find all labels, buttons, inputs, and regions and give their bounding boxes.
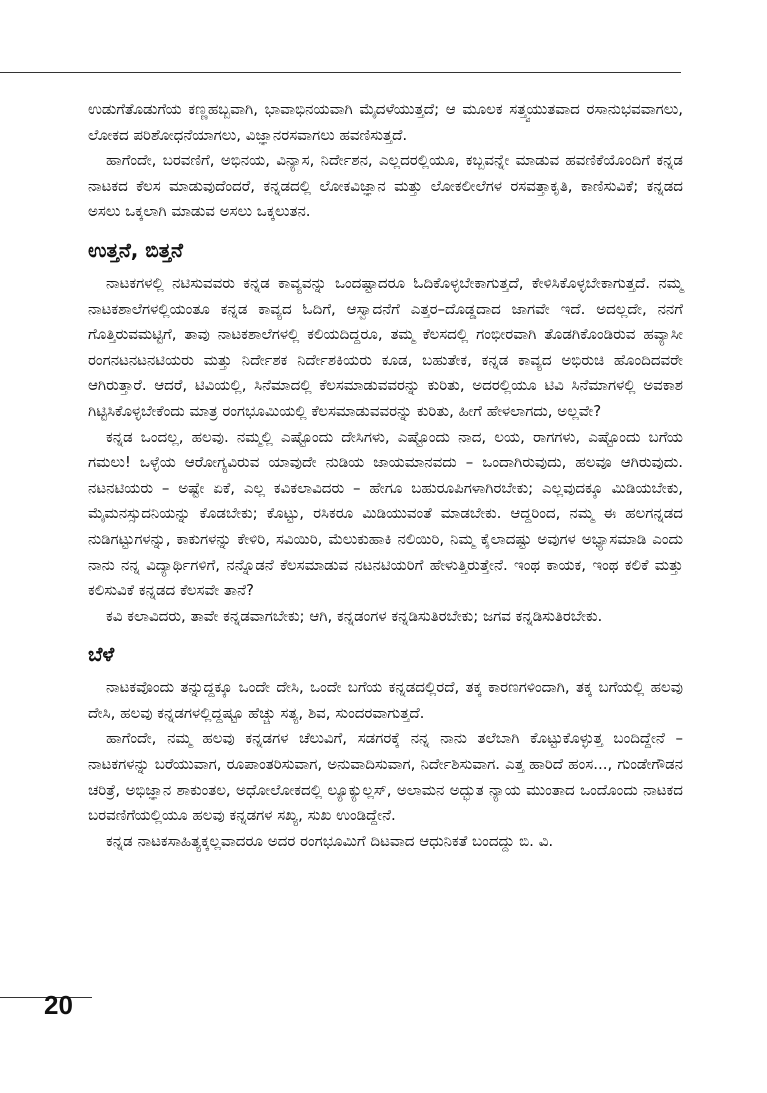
section-heading: ಬೆಳೆ xyxy=(88,642,115,667)
header-rule xyxy=(0,72,681,73)
paragraph: ಕವಿ ಕಲಾವಿದರು, ತಾವೇ ಕನ್ನಡವಾಗಬೇಕು; ಆಗಿ, ಕನ್ನಡಂಗಳ ಕನ್ನಡಿಸುತಿರಬೇಕು; ಜಗವ ಕನ್ನಡಿಸುತಿರಬೇಕು. xyxy=(106,606,603,625)
page-body xyxy=(88,97,683,854)
paragraph: ನಾಟಕಗಳಲ್ಲಿ ನಟಿಸುವವರು ಕನ್ನಡ ಕಾವ್ಯವನ್ನು ಒಂದಷ್ಟಾದರೂ ಓದಿಕೊಳ್ಳಬೇಕಾಗುತ್ತದೆ, ಕೇಳಿಸಿಕೊಳ್ಳಬೇಕಾಗುತ್ತದೆ. ನಮ್ಮ ನಾಟಕಶಾಲೆಗಳಲ್ಲಿಯಂತೂ ಕನ್ನಡ ಕಾವ್ಯದ ಓದಿಗೆ, ಆಸ್ವಾದನೆಗೆ ಎತ್ತರ–ದೊಡ್ಡದಾದ ಜಾಗವೇ ಇದೆ. ಅದಲ್ಲದೇ, ನನಗೆ ಗೊತ್ತಿರುವಮಟ್ಟಿಗೆ, ತಾವು ನಾಟಕಶಾಲೆಗಳಲ್ಲಿ ಕಲಿಯದಿದ್ದರೂ, ತಮ್ಮ ಕೆಲಸದಲ್ಲಿ ಗಂಭೀರವಾಗಿ ತೊಡಗಿಕೊಂಡಿರುವ ಹವ್ಯಾಸೀ ರಂಗನಟನಟನಟಿಯರು ಮತ್ತು ನಿರ್ದೇಶಕ ನಿರ್ದೇಶಕಿಯರು ಕೂಡ, ಬಹುತೇಕ, ಕನ್ನಡ ಕಾವ್ಯದ ಅಭಿರುಚಿ ಹೊಂದಿದವರೇ ಆಗಿರುತ್ತಾರೆ. ಆದರೆ, ಟಿವಿಯಲ್ಲಿ, ಸಿನೆಮಾದಲ್ಲಿ ಕೆಲಸಮಾಡುವವರನ್ನು ಕುರಿತು, ಅದರಲ್ಲಿಯೂ ಟಿವಿ ಸಿನೆಮಾಗಳಲ್ಲಿ ಅವಕಾಶ ಗಿಟ್ಟಿಸಿಕೊಳ್ಳಬೇಕೆಂದು ಮಾತ್ರ ರಂಗಭೂಮಿಯಲ್ಲಿ ಕೆಲಸಮಾಡುವವರನ್ನು ಕುರಿತು, ಹೀಗೆ ಹೇಳಲಾಗದು, ಅಲ್ಲವೇ? xyxy=(88,273,683,420)
paragraph: ಹಾಗೆಂದೇ, ಬರವಣಿಗೆ, ಅಭಿನಯ, ವಿನ್ಯಾಸ, ನಿರ್ದೇಶನ, ಎಲ್ಲದರಲ್ಲಿಯೂ, ಕಬ್ಬವನ್ನೇ ಮಾಡುವ ಹವಣಿಕೆಯೊಂದಿಗೆ ಕನ್ನಡ ನಾಟಕದ ಕೆಲಸ ಮಾಡುವುದೆಂದರೆ, ಕನ್ನಡದಲ್ಲಿ ಲೋಕವಿಜ್ಞಾನ ಮತ್ತು ಲೋಕಲೀಲೆಗಳ ರಸವತ್ತಾಕೃತಿ, ಕಾಣಿಸುವಿಕೆ; ಕನ್ನಡದ ಅಸಲು ಒಕ್ಕಲಾಗಿ ಮಾಡುವ ಅಸಲು ಒಕ್ಕಲುತನ. xyxy=(88,151,683,221)
paragraph: ಕನ್ನಡ ಒಂದಲ್ಲ, ಹಲವು. ನಮ್ಮಲ್ಲಿ ಎಷ್ಟೊಂದು ದೇಸಿಗಳು, ಎಷ್ಟೊಂದು ನಾದ, ಲಯ, ರಾಗಗಳು, ಎಷ್ಟೊಂದು ಬಗೆಯ ಗಮಲು! ಒಳ್ಳೆಯ ಆರೋಗ್ಯವಿರುವ ಯಾವುದೇ ನುಡಿಯ ಜಾಯಮಾನವದು – ಒಂದಾಗಿರುವುದು, ಹಲವೂ ಆಗಿರುವುದು. ನಟನಟಿಯರು – ಅಷ್ಟೇ ಏಕೆ, ಎಲ್ಲ ಕವಿಕಲಾವಿದರು – ಹೇಗೂ ಬಹುರೂಪಿಗಳಾಗಿರಬೇಕು; ಎಲ್ಲವುದಕ್ಕೂ ಮಿಡಿಯಬೇಕು, ಮೈಮನಸ್ಸುದನಿಯನ್ನು ಕೊಡಬೇಕು; ಕೊಟ್ಟು, ರಸಿಕರೂ ಮಿಡಿಯುವಂತೆ ಮಾಡಬೇಕು. ಆದ್ದರಿಂದ, ನಮ್ಮ ಈ ಹಲಗನ್ನಡದ ನುಡಿಗಟ್ಟುಗಳನ್ನು, ಕಾಕುಗಳನ್ನು ಕೇಳಿರಿ, ಸವಿಯಿರಿ, ಮೆಲುಕುಹಾಕಿ ನಲಿಯಿರಿ, ನಿಮ್ಮ ಕೈಲಾದಷ್ಟು ಅವುಗಳ ಅಭ್ಯಾಸಮಾಡಿ ಎಂದು ನಾನು ನನ್ನ ವಿದ್ಯಾರ್ಥಿಗಳಿಗೆ, ನನ್ನೊಡನೆ ಕೆಲಸಮಾಡುವ ನಟನಟಿಯರಿಗೆ ಹೇಳುತ್ತಿರುತ್ತೇನೆ. ಇಂಥ ಕಾಯಕ, ಇಂಥ ಕಲಿಕೆ ಮತ್ತು ಕಲಿಸುವಿಕೆ ಕನ್ನಡದ ಕೆಲಸವೇ ತಾನೆ? xyxy=(88,427,683,600)
paragraph: ಹಾಗೆಂದೇ, ನಮ್ಮ ಹಲವು ಕನ್ನಡಗಳ ಚೆಲುವಿಗೆ, ಸಡಗರಕ್ಕೆ ನನ್ನ ನಾನು ತಲೆಬಾಗಿ ಕೊಟ್ಟುಕೊಳ್ಳುತ್ತ ಬಂದಿದ್ದೇನೆ – ನಾಟಕಗಳನ್ನು ಬರೆಯುವಾಗ, ರೂಪಾಂತರಿಸುವಾಗ, ಅನುವಾದಿಸುವಾಗ, ನಿರ್ದೇಶಿಸುವಾಗ. ಎತ್ತ ಹಾರಿದೆ ಹಂಸ..., ಗುಂಡೇಗೌಡನ ಚರಿತ್ರೆ, ಅಭಿಜ್ಞಾನ ಶಾಕುಂತಲ, ಅಧೋಲೋಕದಲ್ಲಿ ಲ್ಯೂಕ್ಯುಲ್ಲಸ್, ಅಲಾಮನ ಅದ್ಭುತ ನ್ಯಾಯ ಮುಂತಾದ ಒಂದೊಂದು ನಾಟಕದ ಬರವಣಿಗೆಯಲ್ಲಿಯೂ ಹಲವು ಕನ್ನಡಗಳ ಸಖ್ಯ, ಸುಖ ಉಂಡಿದ್ದೇನೆ. xyxy=(88,729,683,825)
paragraph: ಉಡುಗೆತೊಡುಗೆಯ ಕಣ್ಣಹಬ್ಬವಾಗಿ, ಭಾವಾಭಿನಯವಾಗಿ ಮೈದಳೆಯುತ್ತದೆ; ಆ ಮೂಲಕ ಸತ್ತ್ವಯುತವಾದ ರಸಾನುಭವವಾಗಲು, ಲೋಕದ ಪರಿಶೋಧನೆಯಾಗಲು, ವಿಜ್ಞಾನರಸವಾಗಲು ಹವಣಿಸುತ್ತದೆ. xyxy=(88,100,683,144)
paragraph: ಕನ್ನಡ ನಾಟಕಸಾಹಿತ್ಯಕ್ಕಲ್ಲವಾದರೂ ಅದರ ರಂಗಭೂಮಿಗೆ ದಿಟವಾದ ಆಧುನಿಕತೆ ಬಂದದ್ದು ಬಿ. ವಿ. xyxy=(106,831,554,850)
page-number: 20 xyxy=(44,990,73,1020)
section-heading: ಉತ್ತನೆ, ಬಿತ್ತನೆ xyxy=(88,237,183,262)
paragraph: ನಾಟಕವೊಂದು ತನ್ನುದ್ದಕ್ಕೂ ಒಂದೇ ದೇಸಿ, ಒಂದೇ ಬಗೆಯ ಕನ್ನಡದಲ್ಲಿರದೆ, ತಕ್ಕ ಕಾರಣಗಳಿಂದಾಗಿ, ತಕ್ಕ ಬಗೆಯಲ್ಲಿ ಹಲವು ದೇಸಿ, ಹಲವು ಕನ್ನಡಗಳಲ್ಲಿದ್ದಷ್ಟೂ ಹೆಚ್ಚು ಸತ್ಯ, ಶಿವ, ಸುಂದರವಾಗುತ್ತದೆ. xyxy=(88,678,683,722)
